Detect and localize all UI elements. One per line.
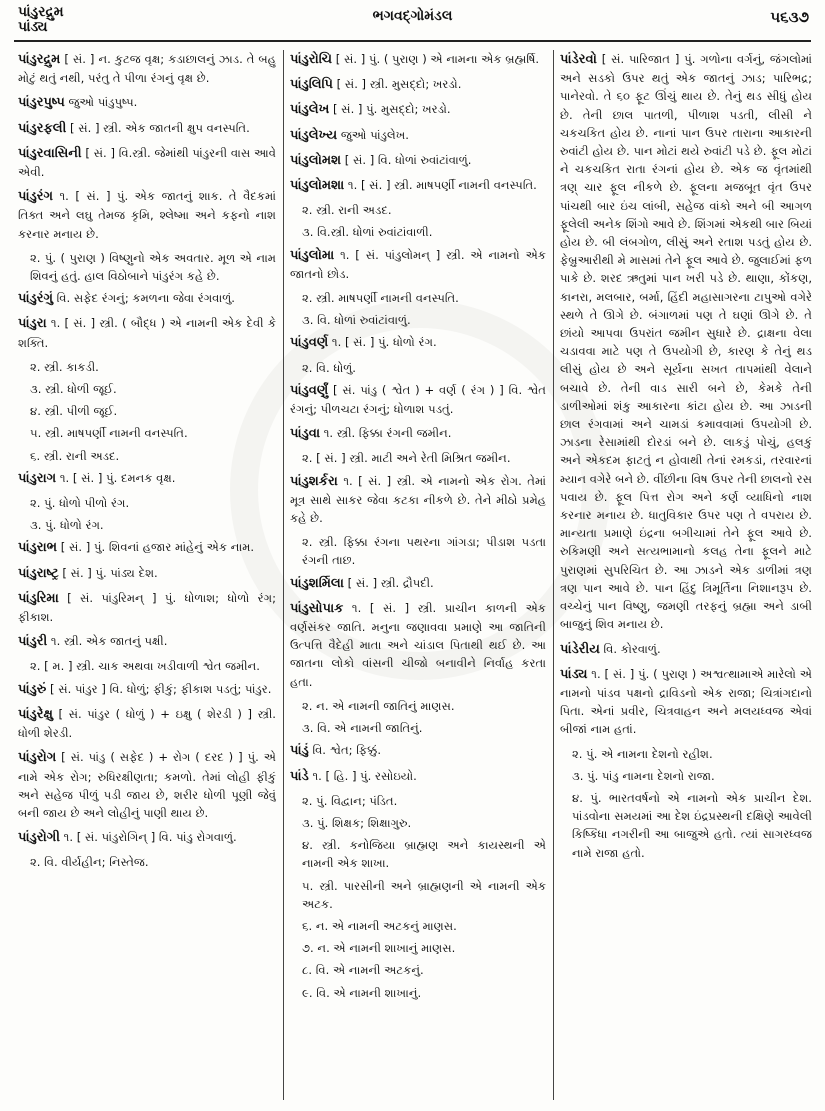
dictionary-entry xyxy=(290,472,546,528)
entry-definition: ૧. [ સં. ] સ્ત્રી. એ નામનો એક રોગ. તેમાં મૂત્ર સાથે સાકર જેવા કટકા નીકળે છે. તેને મીઠો પ્રમેહ કહે છે. xyxy=(290,473,546,526)
dictionary-entry xyxy=(290,574,546,593)
entry-headword: પાંડ્ય xyxy=(560,666,588,682)
entry-definition: [ સં. ] સ્ત્રી. મુસદ્દો; ખરડો. xyxy=(332,77,462,92)
entry-sense: ૩. પું. ધોળો રંગ. xyxy=(30,518,104,533)
entry-definition: [ સં. પાંડુ ( સફેદ ) + રોગ ( દરદ ) ] પું. એ નામે એક રોગ; રુધિરક્ષીણતા; કમળો. તેમાં લોહી ફીકું અને સહેજ પીળું પડી જાય છે, શરીર ધોળી પૂણી જેવું બની જાય છે અને લોહીનું પાણી થાય છે. xyxy=(18,750,276,820)
entry-definition: જુઓ પાંડુલેખ. xyxy=(337,127,409,142)
entry-headword: પાંડેરીય xyxy=(560,641,600,657)
entry-definition: ૧. [ સં. પાંડુરોગિન્ ] વિ. પાંડુ રોગવાળું. xyxy=(59,830,237,845)
entry-headword: પાંડુરું xyxy=(18,681,47,697)
entry-sense: ૨. પું. ધોળો પીળો રંગ. xyxy=(30,496,130,511)
page-number: ૫૬૩૭ xyxy=(770,8,809,26)
entry-sense: ૩. પું. પાંડુ નામના દેશનો રાજા. xyxy=(572,768,715,783)
entry-definition: ૧. [ સં. ] સ્ત્રી. માષપર્ણી નામની વનસ્પતિ. xyxy=(344,178,537,193)
dictionary-entry xyxy=(18,705,276,742)
dictionary-entry xyxy=(290,176,546,195)
entry-headword: પાંડુવર્ણું xyxy=(290,382,329,398)
entry-definition: [ સં. ] પું. શિવનાં હજાર માંહેનું એક નામ. xyxy=(57,540,255,555)
dictionary-entry xyxy=(18,469,276,488)
entry-headword: પાંડુરા xyxy=(18,316,47,332)
entry-sense: ૩. સ્ત્રી. ધોળી જૂઈ. xyxy=(30,382,117,397)
entry-definition: [ સં. ] વિ.સ્ત્રી. જેમાંથી પાંડુરની વાસ આવે એવી. xyxy=(18,145,276,180)
entry-definition: ૧. [ સં. ] પું. ( પુરાણ ) અશ્વત્થામાએ મારેલો એ નામનો પાંડવ પક્ષનો દ્રાવિડનો એક રાજા; ચિત્રાંગદાનો પિતા. એનાં પ્રવીર, ચિત્રવાહન અને મલયધ્વજ એવાં બીજાં નામ હતાં. xyxy=(560,666,812,737)
entry-definition: વિ. શ્વેત; ફિક્કું. xyxy=(308,743,382,758)
dictionary-entry xyxy=(18,538,276,557)
entry-definition: ૧. સ્ત્રી. એક જાતનું પક્ષી. xyxy=(47,634,168,649)
entry-sense: ૩. વિ. એ નામની જાતિનું. xyxy=(302,721,423,736)
entry-headword: પાંડુરોગી xyxy=(18,830,60,846)
entry-definition: વિ. કોરવાળું. xyxy=(599,641,661,656)
entry-headword: પાંડુલેખ્ય xyxy=(290,127,338,143)
entry-sense: ૩. વિ.સ્ત્રી. ધોળાં રુવાંટાંવાળી. xyxy=(302,225,433,240)
entry-headword: પાંડુરિમા xyxy=(18,590,59,606)
entry-definition: [ સં. ] સ્ત્રી. દ્રૌપદી. xyxy=(343,575,434,590)
entry-sense: ૨. પું. એ નામના દેશનો રહીશ. xyxy=(572,746,713,761)
dictionary-entry xyxy=(18,289,276,308)
entry-headword: પાંડુરાગ xyxy=(18,470,57,486)
entry-definition: ૧. સ્ત્રી. ફિક્કા રંગની જમીન. xyxy=(320,426,452,441)
entry-sense: ૫. સ્ત્રી. માષપર્ણી નામની વનસ્પતિ. xyxy=(30,426,188,441)
entry-definition: [ સં. ] વિ. ધોળાં રુવાંટાંવાળું. xyxy=(341,152,472,167)
entry-headword: પાંડુલિપિ xyxy=(290,77,333,93)
header-rule xyxy=(14,40,811,42)
entry-headword: પાંડુશર્કરા xyxy=(290,473,338,489)
entry-definition: ૧. [ હિ. ] પું. રસોઇયો. xyxy=(308,768,417,783)
entry-definition: [ સં. પાંડુર ] વિ. ધોળું; ફીકું; ફીકાશ પડતું; પાંડુર. xyxy=(46,681,272,696)
column-2 xyxy=(290,50,546,1102)
dictionary-entry xyxy=(290,599,546,691)
entry-headword: પાંડુરદ્રુમ xyxy=(18,52,61,67)
entry-definition: [ સં. પાંડુરિમન્ ] પું. ધોળાશ; ધોળો રંગ; ફીકાશ. xyxy=(18,590,276,625)
dictionary-entry xyxy=(18,187,276,243)
dictionary-entry xyxy=(18,119,276,138)
column-divider xyxy=(553,50,554,1100)
dictionary-entry xyxy=(18,589,276,626)
entry-sense: ૪. સ્ત્રી. કનોજિયા બ્રાહ્મણ અને કાયસ્થની એ નામની એક શાખા. xyxy=(302,838,546,871)
dictionary-entry xyxy=(18,144,276,181)
entry-sense: ૨. સ્ત્રી. રાની અડદ. xyxy=(302,203,392,218)
entry-headword: પાંડુરી xyxy=(18,634,48,650)
entry-sense: ૨. પું. વિદ્વાન; પંડિત. xyxy=(302,793,398,808)
entry-sense: ૨. વિ. વીર્યહીન; નિસ્તેજ. xyxy=(30,855,149,870)
dictionary-entry xyxy=(18,828,276,847)
entry-headword: પાંડુરવાસિની xyxy=(18,145,82,161)
dictionary-entry xyxy=(18,564,276,583)
guide-word-first: પાંડુરદ્રુમ xyxy=(18,4,64,20)
dictionary-entry xyxy=(18,632,276,651)
entry-definition: ૧. [ સં. ] સ્ત્રી. પ્રાચીન કાળની એક વર્ણસંકર જાતિ. મનુના જણાવવા પ્રમાણે આ જાતિની ઉત્પત્તિ વૈદેહી માતા અને ચાંડાલ પિતાથી થઈ છે. આ જાતના લોકો વાંસની ચીજો બનાવીને નિર્વાહ કરતા હતા. xyxy=(290,600,546,689)
entry-headword: પાંડુલેખ xyxy=(290,102,330,118)
entry-definition: ૧. [ સં. ] પું. દમનક વૃક્ષ. xyxy=(56,470,176,485)
dictionary-entry xyxy=(560,665,812,739)
entry-sense: ૨. પું. ( પુરાણ ) વિષ્ણુનો એક અવતાર. મૂળ એ નામ શિવનું હતું. હાલ વિઠોબાને પાંડુરંગ કહે છે. xyxy=(30,250,276,284)
dictionary-entry xyxy=(290,246,546,283)
entry-headword: પાંડુસોપાક xyxy=(290,600,344,616)
entry-definition: ૧. [ સં. ] પું. ધોળો રંગ. xyxy=(328,335,437,350)
dictionary-entry xyxy=(18,680,276,699)
entry-headword: પાંડુલોમા xyxy=(290,247,335,263)
entry-headword: પાંડું xyxy=(290,743,309,759)
entry-headword: પાંડુરંગું xyxy=(18,291,53,307)
dictionary-entry xyxy=(290,100,546,119)
entry-sense: ૮. વિ. એ નામની અટકનું. xyxy=(302,963,424,978)
dictionary-entry xyxy=(290,741,546,760)
entry-headword: પાંડુરાષ્ટ્ર xyxy=(18,565,59,581)
entry-definition: [ સં. પાંડુ ( શ્વેત ) + વર્ણ ( રંગ ) ] વિ. શ્વેત રંગનું; પીળચટા રંગનું; ધોળાશ પડતું. xyxy=(290,382,546,417)
entry-definition: [ સં. ] સ્ત્રી. એક જાતની ક્ષુપ વનસ્પતિ. xyxy=(66,120,250,135)
entry-sense: ૨. સ્ત્રી. કાકડી. xyxy=(30,359,99,374)
entry-headword: પાંડેરવો xyxy=(560,52,597,67)
entry-sense: ૨. [ મ. ] સ્ત્રી. ચાક અથવા ખડીવાળી શ્વેત જમીન. xyxy=(30,659,260,674)
entry-definition: ૧. [ સં. પાંડુલોમન્ ] સ્ત્રી. એ નામનો એક જાતનો છોડ. xyxy=(290,247,546,281)
entry-headword: પાંડુલોમશા xyxy=(290,178,345,194)
entry-definition: [ સં. પાંડુર ( ધોળું ) + ઇક્ષુ ( શેરડી ) ] સ્ત્રી. ધોળી શેરડી. xyxy=(18,706,276,741)
entry-sense: ૬. ન. એ નામની અટકનું માણસ. xyxy=(302,918,457,933)
column-3 xyxy=(560,50,812,1102)
page-header xyxy=(0,0,825,38)
entry-headword: પાંડુરપુષ્પ xyxy=(18,95,65,111)
page-title: ભગવદ્ગોમંડલ xyxy=(372,8,453,24)
entry-sense: ૭. ન. એ નામની શાખાનું માણસ. xyxy=(302,941,456,956)
entry-sense: ૨. સ્ત્રી. માષપર્ણી નામની વનસ્પતિ. xyxy=(302,291,459,306)
dictionary-entry xyxy=(290,424,546,443)
entry-definition: [ સં. ] ન. કુટજ વૃક્ષ; કડાછાલનું ઝાડ. તે બહુ મોટું થતું નથી, પરંતુ તે પીળા રંગનું વૃક્ષ છે. xyxy=(18,52,276,86)
entry-headword: પાંડુરોચિ xyxy=(290,52,333,67)
dictionary-entry xyxy=(290,75,546,94)
dictionary-entry xyxy=(18,314,276,351)
guide-word-last: પાંડ્ય xyxy=(18,19,48,35)
entry-headword: પાંડુલોમશ xyxy=(290,152,342,168)
entry-definition: જુઓ પાંડુપુષ્પ. xyxy=(64,95,138,110)
dictionary-entry xyxy=(290,381,546,418)
entry-headword: પાંડુરંગ xyxy=(18,189,53,205)
entry-headword: પાંડુરોગ xyxy=(18,750,57,766)
column-divider xyxy=(283,50,284,1100)
entry-sense: ૬. સ્ત્રી. રાની અડદ. xyxy=(30,448,120,463)
entry-sense: ૩. પું. શિક્ષક; શિક્ષાગુરુ. xyxy=(302,815,412,830)
entry-definition: ૧. [ સં. ] પું. એક જાતનું શાક. તે વૈદકમાં તિક્ત અને લઘુ તેમજ કૃમિ, શ્લેષ્મા અને કફનો નાશ કરનાર મનાય છે. xyxy=(18,189,276,241)
entry-sense: ૫. સ્ત્રી. પારસીની અને બ્રાહ્મણની એ નામની એક અટક. xyxy=(302,878,546,911)
entry-definition: વિ. સફેદ રંગનું; કમળના જેવા રંગવાળું. xyxy=(52,291,235,306)
entry-definition: [ સં. પારિજાત ] પું. ગળોના વર્ગનું, જંગલોમાં અને સડકો ઉપર થતું એક જાતનું ઝાડ; પારિભદ્ર; પાનેરવો. તે ૬૦ ફૂટ ઊંચું થાય છે. તેનું થડ સીધું હોય છે. તેની છાલ પાતળી, પીળાશ પડતી, લીસી ને ચકચકિત હોય છે. નાનાં પાન ઉપર તારાના આકારની રુવાંટી હોય છે. પાન મોટાં થયે રુવાંટી પડે છે. ફૂલ મોટાં ને ચકચકિત રાતા રંગનાં હોય છે. એક જ વૃંતમાંથી ત્રણ્ ચાર ફૂલ નીકળે છે. ફૂલના મજબૂત વૃંત ઉપર પાંચથી બાર ઇંચ લાંબી, સહેજ વાંકો અને બી આગળ ફૂલેલી અનેક શિંગો આવે છે. શિંગમાં એકથી બાર બિયાં હોય છે. બી લંબગોળ, લીસું અને રતાશ પડતું હોય છે. ફેબ્રુઆરીથી મે માસમાં તેને ફૂલ આવે છે. જુલાઈમાં ફળ પાકે છે. શરદ ઋતુમાં પાન ખરી પડે છે. થાણા, કોંકણ, કાનરા, મલબાર, બર્મા, હિંદી મહાસાગરના ટાપુઓ વગેરે સ્થળે તે ઊગે છે. બંગાળમાં પણ તે ઘણાં ઊગે છે. તે છાંયો આપવા ઉપરાંત જમીન સુધારે છે. દ્રાક્ષના વેલા ચડાવવા માટે પણ તે ઉપયોગી છે, કારણ કે તેનું થડ લીસું હોય છે અને સૂર્યના સખત તાપમાંથી વેલાને બચાવે છે. તેની વાડ સારી બને છે, કેમકે તેની ડાળીઓમાં શંકુ આકારના કાંટા હોય છે. આ ઝાડની છાલ રંગવામાં અને ચામડાં કમાવવામાં ઉપયોગી છે. ઝાડના રેસામાંથી દોરડાં બને છે. લાકડું પોચું, હલકું અને એકદમ ફાટતું ન હોવાથી તેનાં રમકડાં, તરવારનાં મ્યાન વગેરે બને છે. વીંછીના વિષ ઉપર તેની છાલનો રસ પવાય છે. ફૂલ પિત્ત રોગ અને કર્ણ વ્યાધિનો નાશ કરનાર મનાય છે. ધાતુવિકાર ઉપર પણ તે વપરાય છે. માન્યતા પ્રમાણે ઇંદ્રના બગીચામાં તેને ફૂલ આવે છે. રુકિમણી અને સત્યભામાનો કલહ તેના ફૂલને માટે પુરાણમાં સુપરિચિત છે. આ ઝાડને એક ડાળીમાં ત્રણ ત્રણ પાન આવે છે. પાન હિંદુ ત્રિમૂર્તિના નિશાનરૂપ છે. વચ્ચેનું પાન વિષ્ણુ, જમણી તરફનું બ્રહ્મા અને ડાબી બાજુનું શિવ મનાય છે. xyxy=(560,52,812,632)
entry-sense: ૨. [ સં. ] સ્ત્રી. માટી અને રેતી મિશ્રિત જમીન. xyxy=(302,451,511,466)
dictionary-entry xyxy=(290,50,546,69)
dictionary-entry xyxy=(290,151,546,170)
entry-definition: [ સં. ] પું. મુસદ્દો; ખરડો. xyxy=(329,102,451,117)
entry-sense: ૩. વિ. ધોળાં રુવાંટાંવાળું. xyxy=(302,313,411,328)
entry-sense: ૪. સ્ત્રી. પીળી જૂઈ. xyxy=(30,404,118,419)
dictionary-entry xyxy=(290,126,546,145)
entry-sense: ૨. સ્ત્રી. ફિક્કા રંગના પથરના ગાંગડા; પીડાશ પડતા રંગની તાછ. xyxy=(302,535,546,568)
entry-definition: [ સં. ] પું. પાંડ્ય દેશ. xyxy=(58,565,158,580)
column-1 xyxy=(18,50,276,1102)
entry-sense: ૨. વિ. ધોળું. xyxy=(302,360,356,375)
entry-headword: પાંડુરેક્ષુ xyxy=(18,706,53,722)
entry-definition: [ સં. ] પું. ( પુરાણ ) એ નામના એક બ્રહ્મર્ષિ. xyxy=(332,52,540,66)
dictionary-entry xyxy=(18,93,276,112)
entry-definition: ૧. [ સં. ] સ્ત્રી. ( બૌદ્ધ ) એ નામની એક દેવી કે શક્તિ. xyxy=(18,316,276,350)
dictionary-entry xyxy=(290,767,546,786)
entry-headword: પાંડુરફલી xyxy=(18,120,67,136)
entry-sense: ૪. પું. ભારતવર્ષનો એ નામનો એક પ્રાચીન દેશ. પાંડવોના સમયમાં આ દેશ ઇંદ્રપ્રસ્થની દક્ષિણે આવેલી કિષ્કિંધા નગરીની આ બાજુએ હતો. ત્યાં સાગરધ્વજ નામે રાજા હતો. xyxy=(572,790,812,860)
dictionary-entry xyxy=(18,748,276,822)
entry-headword: પાંડુવા xyxy=(290,426,321,442)
entry-headword: પાંડુશર્મિલા xyxy=(290,575,344,591)
entry-sense: ૨. ન. એ નામની જાતિનું માણસ. xyxy=(302,698,455,713)
entry-sense: ૯. વિ. એ નામની શાખાનું. xyxy=(302,985,422,1000)
dictionary-entry xyxy=(560,640,812,659)
entry-headword: પાંડુવર્ણ xyxy=(290,335,329,351)
entry-headword: પાંડુરાભ xyxy=(18,540,58,556)
entry-headword: પાંડે xyxy=(290,768,309,784)
dictionary-entry xyxy=(560,50,812,634)
dictionary-entry xyxy=(18,50,276,87)
dictionary-entry xyxy=(290,333,546,352)
